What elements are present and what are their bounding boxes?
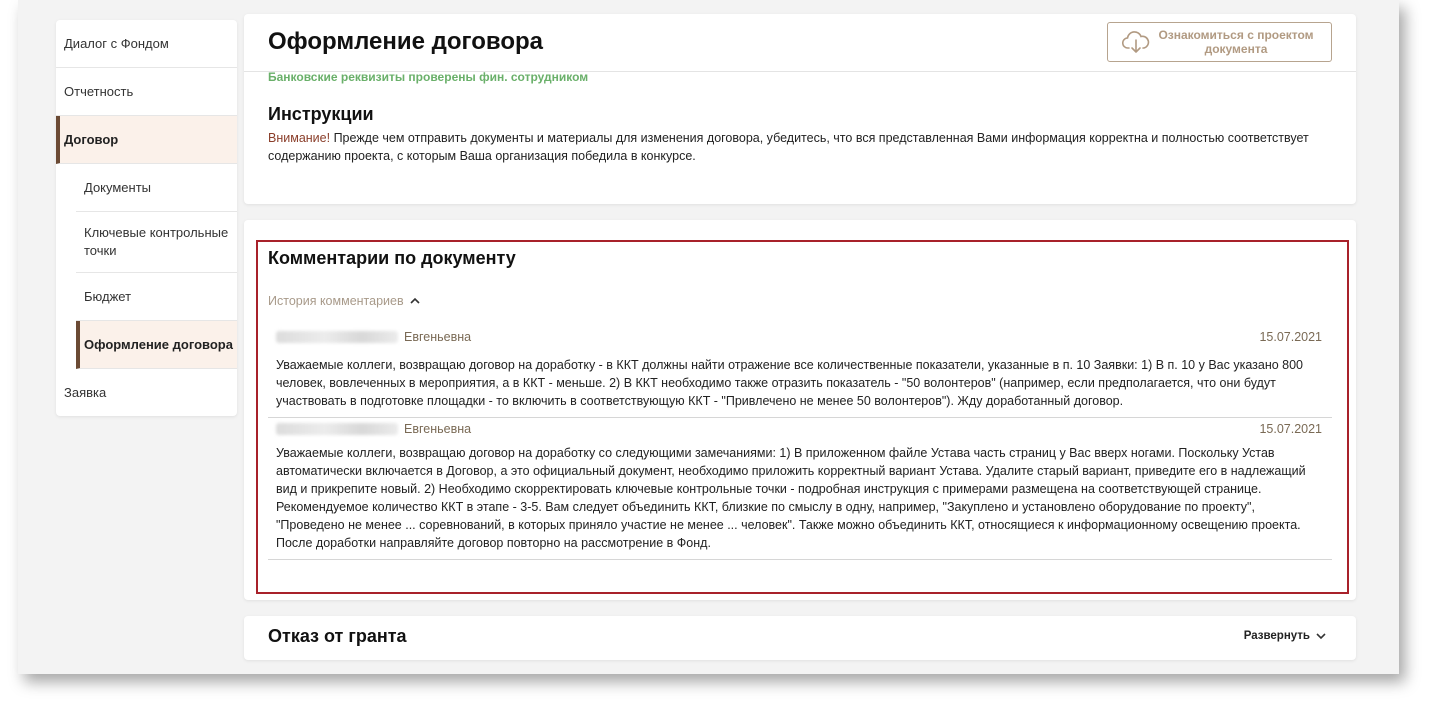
sidebar-item-label: Заявка (64, 385, 107, 400)
chevron-up-icon (410, 297, 420, 305)
comment-date: 15.07.2021 (1259, 330, 1322, 344)
comment-text: Уважаемые коллеги, возвращаю договор на доработку со следующими замечаниями: 1) В приложенном файле Устава часть страниц у Вас вверх ногами. Поскольку Устав автоматически включается в Договор, а это официальный документ, необходимо приложить корректный вариант Устава. Удалите старый вариант, приведите его в надлежащий вид и прикрепите новый. 2) Необходимо скорректировать ключевые контрольные точки - подробная инструкция с примерами размещена на соответствующей странице. Рекомендуемое количество ККТ в этапе - 3-5. Вам следует объединить ККТ, близкие по смыслу в одну, например, "Закуплено и установлено оборудование по проекту", "Проведено не менее ... соревнований, в которых приняло участие не менее ... человек". Также можно объединить ККТ, относящиеся к информационному освещению проекта. После доработки направляйте договор повторно на рассмотрение в Фонд. (276, 446, 1306, 550)
cloud-download-icon (1122, 29, 1150, 55)
sidebar-item-contract-setup[interactable] (76, 321, 237, 369)
instructions-body: Прежде чем отправить документы и материалы для изменения договора, убедитесь, что вся представленная Вами информация корректна и полностью соответствует содержанию проекта, с которым Ваша организация победила в конкурсе. (268, 131, 1309, 163)
view-document-button[interactable] (1107, 22, 1332, 62)
comments-highlight-box (256, 240, 1349, 594)
sidebar-item-label: Оформление договора (84, 337, 233, 352)
grant-refusal-card (244, 616, 1356, 660)
comments-card (244, 220, 1356, 600)
sidebar-item-reporting[interactable] (56, 68, 237, 116)
view-document-label: Ознакомиться с проектом документа (1158, 28, 1314, 56)
comment-item (268, 326, 1332, 418)
sidebar-item-key-checkpoints[interactable] (76, 212, 237, 273)
grant-refusal-title: Отказ от гранта (268, 626, 407, 646)
instructions-title: Инструкции (268, 104, 374, 124)
author-patronymic: Евгеньевна (404, 330, 472, 344)
page-title: Оформление договора (268, 28, 543, 55)
instructions-text (268, 129, 1328, 165)
sidebar-item-label: Диалог с Фондом (64, 36, 169, 51)
redacted-name (276, 423, 398, 435)
sidebar-item-label: Бюджет (84, 289, 132, 304)
sidebar-item-label: Отчетность (64, 84, 134, 99)
sidebar-item-documents[interactable] (76, 164, 237, 212)
sidebar-nav (56, 20, 237, 416)
sidebar-item-label: Документы (84, 180, 152, 195)
comments-title: Комментарии по документу (268, 248, 516, 268)
warning-label: Внимание! (268, 131, 331, 145)
sidebar-item-contract[interactable] (56, 116, 237, 164)
sidebar-item-label: Ключевые контрольные точки (84, 225, 229, 258)
contract-setup-card (244, 14, 1356, 204)
sidebar-item-application[interactable] (56, 369, 237, 416)
bank-details-status: Банковские реквизиты проверены фин. сотрудником (268, 70, 589, 84)
chevron-down-icon (1316, 632, 1326, 640)
redacted-name (276, 331, 398, 343)
comment-item (268, 418, 1332, 560)
expand-button[interactable] (1244, 630, 1326, 642)
sidebar-item-label: Договор (64, 132, 119, 147)
comment-author (276, 330, 471, 344)
comment-date: 15.07.2021 (1259, 422, 1322, 436)
sidebar-item-dialog[interactable] (56, 20, 237, 68)
comment-text: Уважаемые коллеги, возвращаю договор на доработку - в ККТ должны найти отражение все количественные показатели, указанные в п. 10 Заявки: 1) В п. 10 у Вас указано 800 человек, вовлеченных в мероприятия, а в ККТ - меньше. 2) В ККТ необходимо также отразить показатель - "50 волонтеров" (например, если предполагается, что они будут участвовать в подготовке площадки - то включить в соответствующую ККТ - "Привлечено не менее 50 волонтеров"). Жду доработанный договор. (276, 358, 1304, 408)
author-patronymic: Евгеньевна (404, 422, 472, 436)
expand-label: Развернуть (1243, 630, 1310, 642)
sidebar-item-budget[interactable] (76, 273, 237, 321)
comment-author (276, 422, 471, 436)
history-label: История комментариев (268, 294, 404, 308)
comment-history-toggle[interactable] (268, 294, 420, 308)
